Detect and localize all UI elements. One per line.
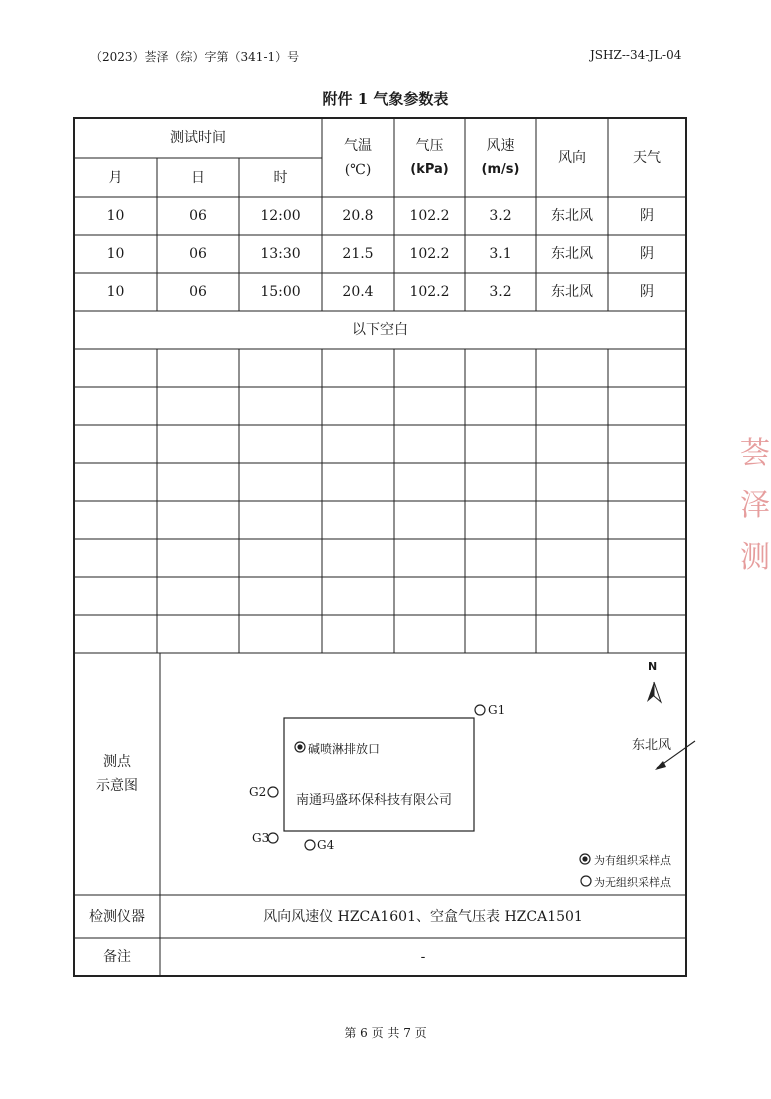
cell-wind-speed: 3.1: [489, 246, 512, 262]
north-arrow-icon: [647, 682, 661, 702]
col-weather-label: 天气: [633, 149, 661, 166]
cell-hour: 15:00: [260, 284, 301, 300]
col-pressure-label: 气压: [415, 137, 444, 154]
col-wind-dir-label: 风向: [558, 149, 586, 166]
cell-month: 10: [106, 208, 125, 224]
point-g4-icon: [305, 840, 315, 850]
cell-pressure: 102.2: [409, 208, 450, 224]
col-hour-label: 时: [273, 169, 288, 186]
cell-weather: 阴: [640, 246, 654, 262]
page-footer: 第 6 页 共 7 页: [344, 1026, 427, 1040]
map-label-line2: 示意图: [96, 778, 138, 794]
cell-wind-speed: 3.2: [489, 284, 512, 300]
cell-hour: 12:00: [260, 208, 301, 224]
cell-wind-direction: 东北风: [551, 246, 593, 262]
cell-month: 10: [106, 246, 125, 262]
point-g3-label: G3: [252, 831, 270, 845]
group-header-label: 测试时间: [170, 130, 226, 146]
form-code: JSHZ--34-JL-04: [590, 48, 682, 62]
instrument-value: 风向风速仪 HZCA1601、空盒气压表 HZCA1501: [263, 908, 583, 925]
legend-unorganized-icon: [581, 876, 591, 886]
company-name: 南通玛盛环保科技有限公司: [296, 793, 453, 808]
point-g1-icon: [475, 705, 485, 715]
seal-stamp: 荟 泽 测: [740, 436, 770, 575]
north-label: N: [648, 660, 658, 673]
legend-organized-dot: [583, 857, 587, 861]
cell-temp: 20.8: [342, 208, 374, 224]
col-month-label: 月: [108, 169, 123, 186]
cell-hour: 13:30: [260, 246, 301, 262]
legend-unorganized-label: 为无组织采样点: [594, 876, 671, 889]
factory-outline: [284, 718, 474, 831]
col-temp-label: 气温: [344, 137, 372, 154]
wind-direction-label: 东北风: [632, 738, 672, 753]
point-g3-icon: [268, 833, 278, 843]
remark-value: -: [420, 949, 426, 965]
col-wind-speed-label: 风速: [486, 137, 515, 154]
blank-note: 以下空白: [352, 322, 408, 338]
legend-organized-label: 为有组织采样点: [594, 854, 671, 867]
instrument-label: 检测仪器: [89, 908, 145, 925]
cell-day: 06: [189, 208, 207, 224]
report-number: （2023）荟泽（综）字第（341-1）号: [90, 50, 300, 64]
cell-wind-direction: 东北风: [551, 284, 593, 300]
cell-weather: 阴: [640, 208, 654, 224]
point-g4-label: G4: [317, 838, 335, 852]
point-g2-icon: [268, 787, 278, 797]
outlet-label: 碱喷淋排放口: [308, 742, 381, 756]
cell-pressure: 102.2: [409, 246, 450, 262]
cell-day: 06: [189, 284, 207, 300]
col-day-label: 日: [191, 169, 205, 186]
cell-day: 06: [189, 246, 207, 262]
col-pressure-unit: (kPa): [410, 161, 449, 177]
page-title: 附件 1 气象参数表: [322, 90, 449, 108]
remark-label: 备注: [103, 949, 131, 965]
cell-weather: 阴: [640, 284, 654, 300]
col-temp-unit: (℃): [344, 161, 372, 178]
point-g1-label: G1: [488, 703, 506, 717]
cell-temp: 21.5: [342, 246, 374, 262]
cell-month: 10: [106, 284, 125, 300]
outlet-marker-dot: [298, 745, 302, 749]
cell-temp: 20.4: [342, 284, 374, 300]
point-g2-label: G2: [249, 785, 267, 799]
cell-wind-direction: 东北风: [551, 208, 593, 224]
col-wind-speed-unit: (m/s): [481, 161, 520, 177]
map-label-line1: 测点: [103, 754, 131, 770]
cell-wind-speed: 3.2: [489, 208, 512, 224]
cell-pressure: 102.2: [409, 284, 450, 300]
